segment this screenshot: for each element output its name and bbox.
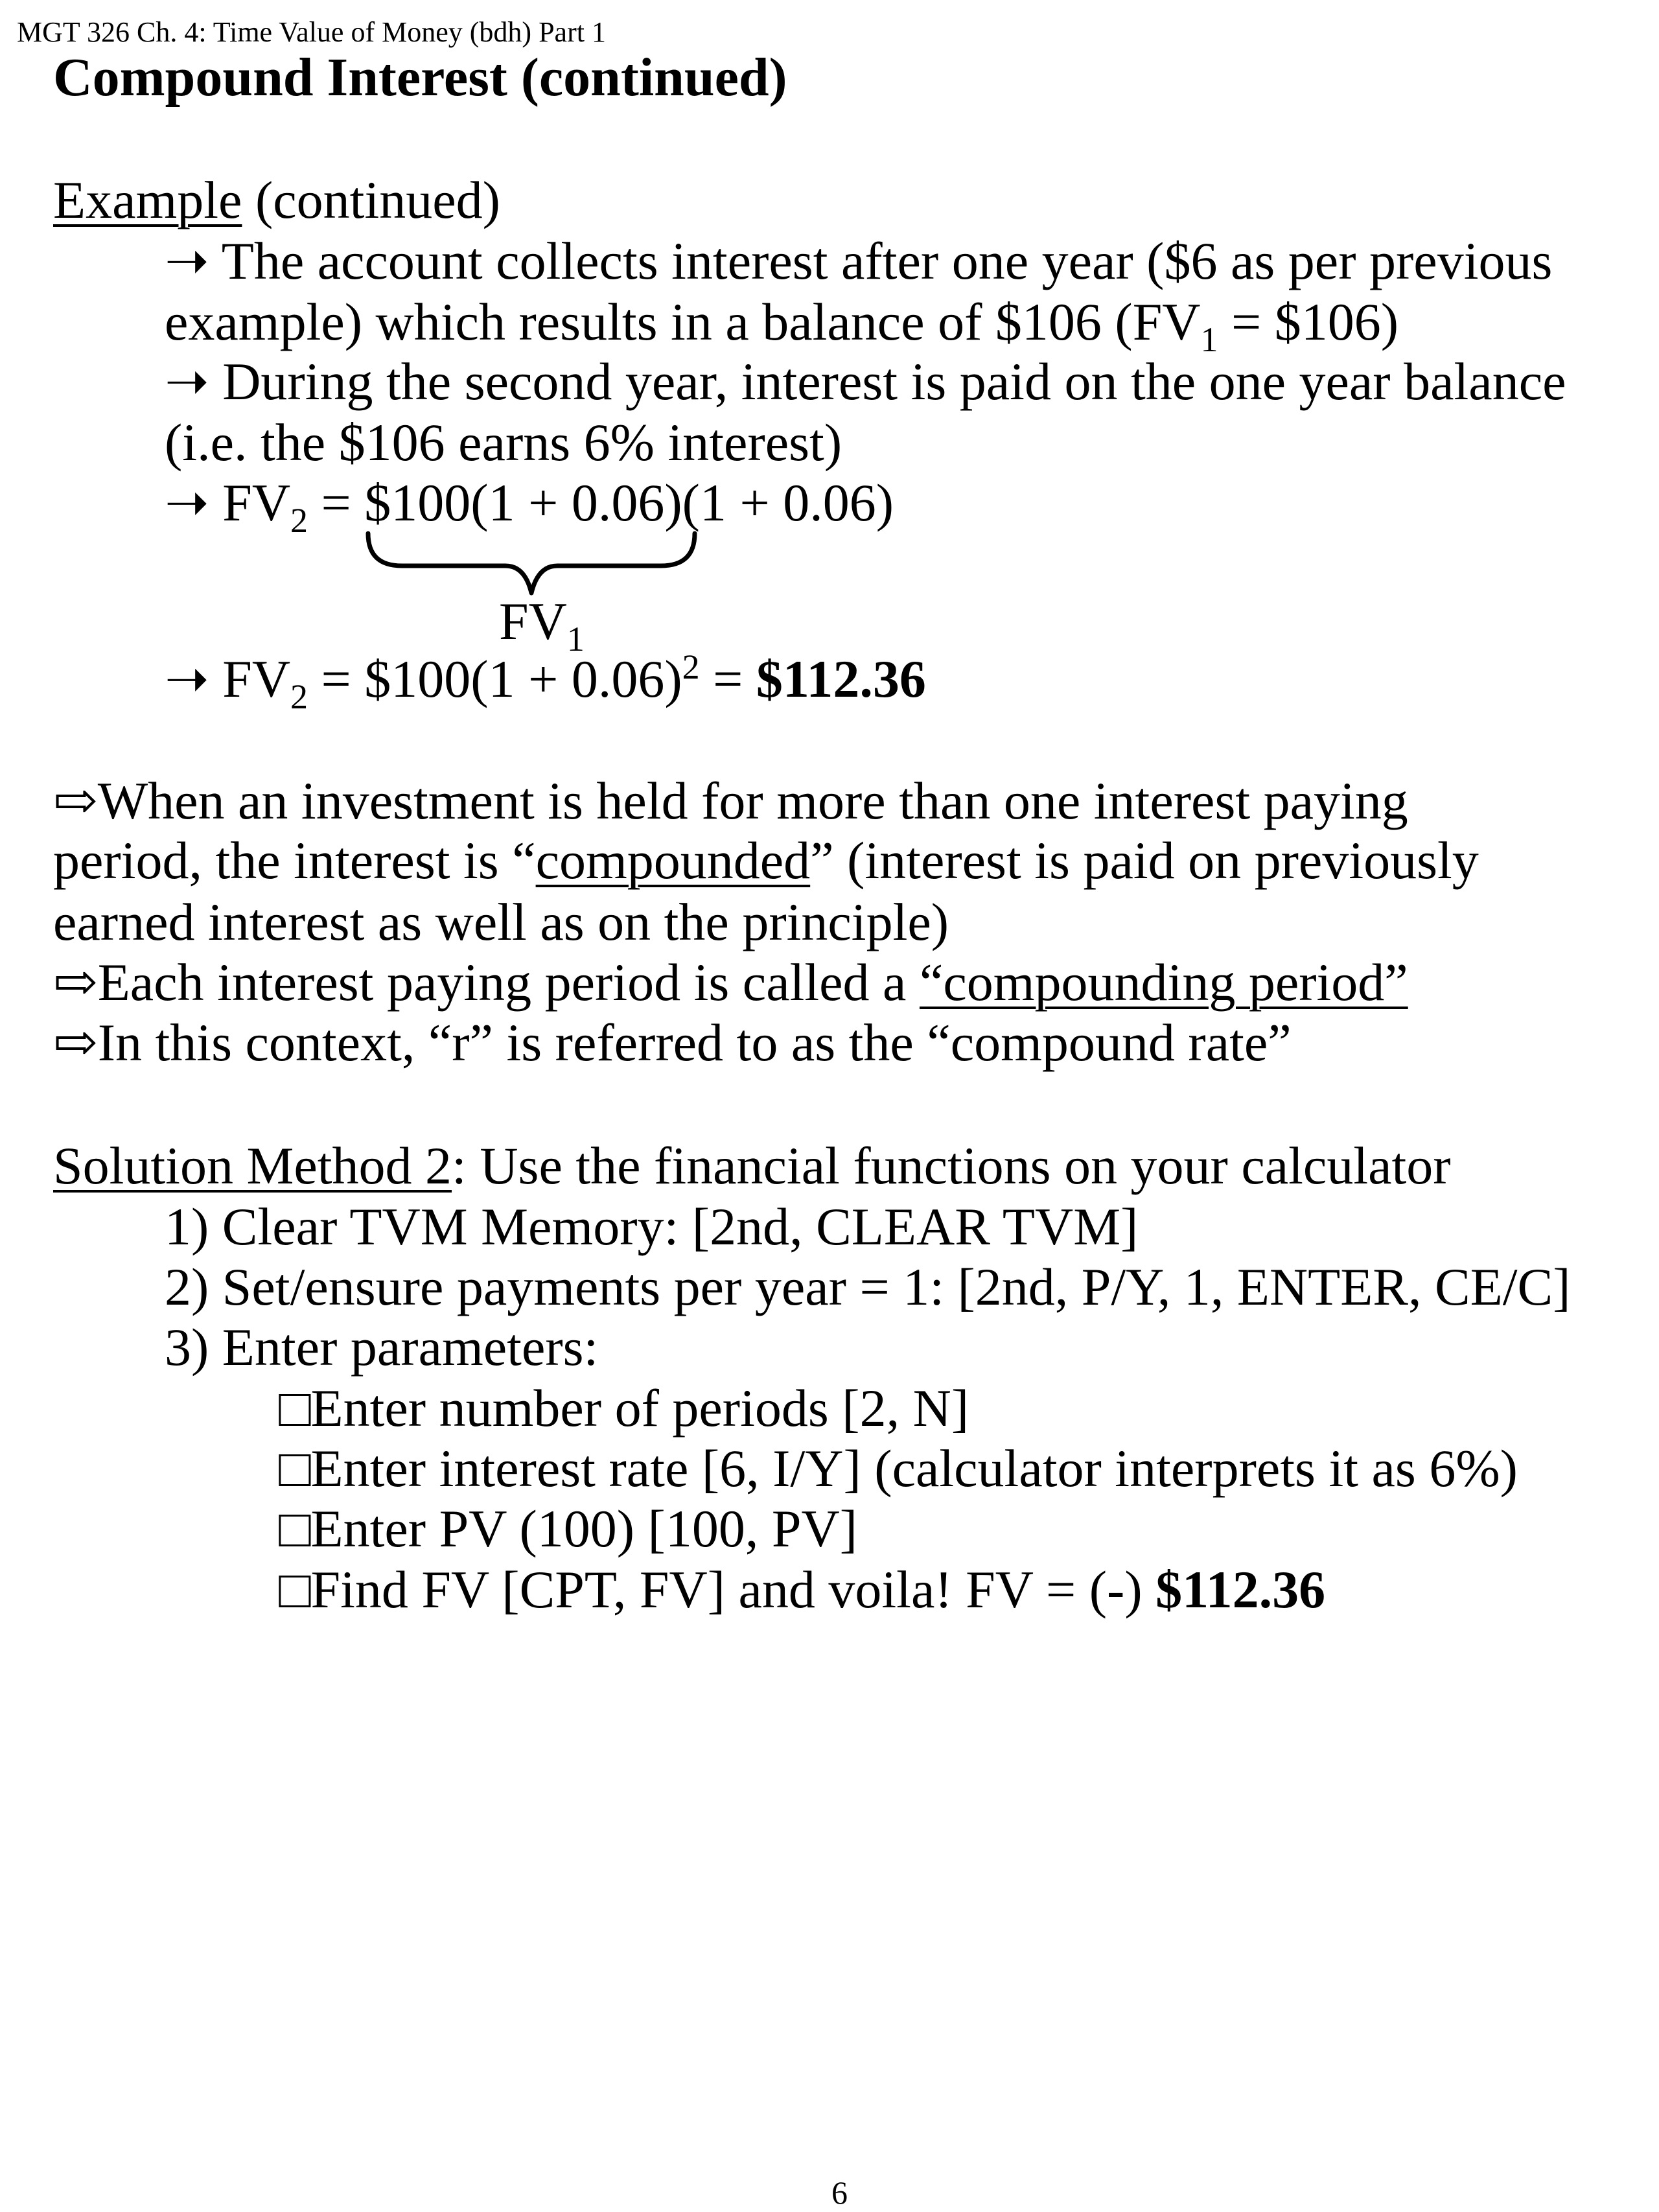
eq1-subscript: 2 <box>290 501 308 540</box>
example-heading-line <box>53 170 500 229</box>
right-arrow-icon: ➝ <box>165 473 209 532</box>
solution-step-2: 2) Set/ensure payments per year = 1: [2nd, P/Y, 1, ENTER, CE/C] <box>165 1257 1571 1316</box>
point-1-line-3 <box>53 892 949 951</box>
param-2-text: Enter interest rate [6, I/Y] (calculator interprets it as 6%) <box>310 1439 1518 1498</box>
point-1-text: When an investment is held for more than one interest paying <box>97 771 1408 830</box>
brace-label <box>499 592 585 658</box>
solution-step-3: 3) Enter parameters: <box>165 1318 599 1377</box>
bullet-2-text-2: (i.e. the $106 earns 6% interest) <box>165 413 842 472</box>
param-4-result: $112.36 <box>1155 1560 1326 1619</box>
param-4 <box>279 1560 1326 1619</box>
eq1-fv: FV <box>222 473 291 532</box>
bullet-2-line-2 <box>165 413 842 472</box>
param-1 <box>279 1379 969 1438</box>
point-1-text-3: ” (interest is paid on previously <box>810 831 1479 890</box>
page-title: Compound Interest (continued) <box>53 47 787 108</box>
bullet-1-line-1 <box>165 231 1553 290</box>
point-1-text-4: earned interest as well as on the principle) <box>53 892 949 951</box>
point-1-text-2: period, the interest is “ <box>53 831 536 890</box>
solution-step-1: 1) Clear TVM Memory: [2nd, CLEAR TVM] <box>165 1197 1139 1256</box>
point-2-text: Each interest paying period is called a <box>97 953 920 1012</box>
right-arrow-icon: ➝ <box>165 649 209 708</box>
bullet-2-text: During the second year, interest is paid on the one year balance <box>222 352 1566 411</box>
bullet-1-text-2: example) which results in a balance of $106 (FV <box>165 292 1201 351</box>
checkbox-icon: □ <box>279 1499 311 1558</box>
point-1-line-2 <box>53 831 1479 890</box>
compounded-term: compounded <box>535 831 811 890</box>
curly-brace-icon <box>363 528 700 600</box>
hollow-arrow-icon: ⇨ <box>53 771 98 830</box>
param-3-text: Enter PV (100) [100, PV] <box>310 1499 857 1558</box>
eq2-equals: = <box>699 649 756 708</box>
example-heading-rest: (continued) <box>242 170 500 229</box>
solution-heading-line <box>53 1136 1451 1195</box>
example-heading: Example <box>53 170 242 229</box>
solution-heading: Solution Method 2 <box>53 1136 452 1195</box>
checkbox-icon: □ <box>279 1560 311 1619</box>
hollow-arrow-icon: ⇨ <box>53 1013 98 1072</box>
equation-2 <box>165 647 926 716</box>
brace-label-fv: FV <box>499 592 567 651</box>
equation-1 <box>165 473 894 540</box>
checkbox-icon: □ <box>279 1439 311 1498</box>
right-arrow-icon: ➝ <box>165 352 209 411</box>
solution-heading-rest: : Use the financial functions on your calculator <box>452 1136 1451 1195</box>
point-3 <box>53 1013 1292 1072</box>
compounding-period-term: “compounding period” <box>919 953 1408 1012</box>
param-1-text: Enter number of periods [2, N] <box>310 1379 969 1438</box>
bullet-1-text: The account collects interest after one year ($6 as per previous <box>221 231 1553 290</box>
checkbox-icon: □ <box>279 1379 311 1438</box>
param-3 <box>279 1499 857 1558</box>
param-2 <box>279 1439 1518 1498</box>
page-header: MGT 326 Ch. 4: Time Value of Money (bdh) Part 1 <box>17 16 606 48</box>
point-1-line-1 <box>53 771 1408 830</box>
bullet-2-line-1 <box>165 352 1566 411</box>
bullet-1-text-3: = $106) <box>1218 292 1399 351</box>
bullet-1-line-2 <box>165 292 1399 359</box>
eq2-result: $112.36 <box>756 649 926 708</box>
eq1-rest: = $100(1 + 0.06)(1 + 0.06) <box>308 473 894 532</box>
fv-subscript: 1 <box>1200 320 1218 359</box>
param-4-text: Find FV [CPT, FV] and voila! FV = (-) <box>310 1560 1156 1619</box>
eq2-fv: FV <box>222 649 291 708</box>
brace-label-subscript: 1 <box>566 620 585 658</box>
eq2-middle: = $100(1 + 0.06) <box>308 649 682 708</box>
point-2 <box>53 953 1408 1012</box>
hollow-arrow-icon: ⇨ <box>53 953 98 1012</box>
eq2-subscript: 2 <box>290 677 308 716</box>
point-3-text: In this context, “r” is referred to as the “compound rate” <box>97 1013 1292 1072</box>
eq2-exponent: 2 <box>682 647 700 686</box>
right-arrow-icon: ➝ <box>165 231 209 290</box>
page-number: 6 <box>831 2174 848 2211</box>
